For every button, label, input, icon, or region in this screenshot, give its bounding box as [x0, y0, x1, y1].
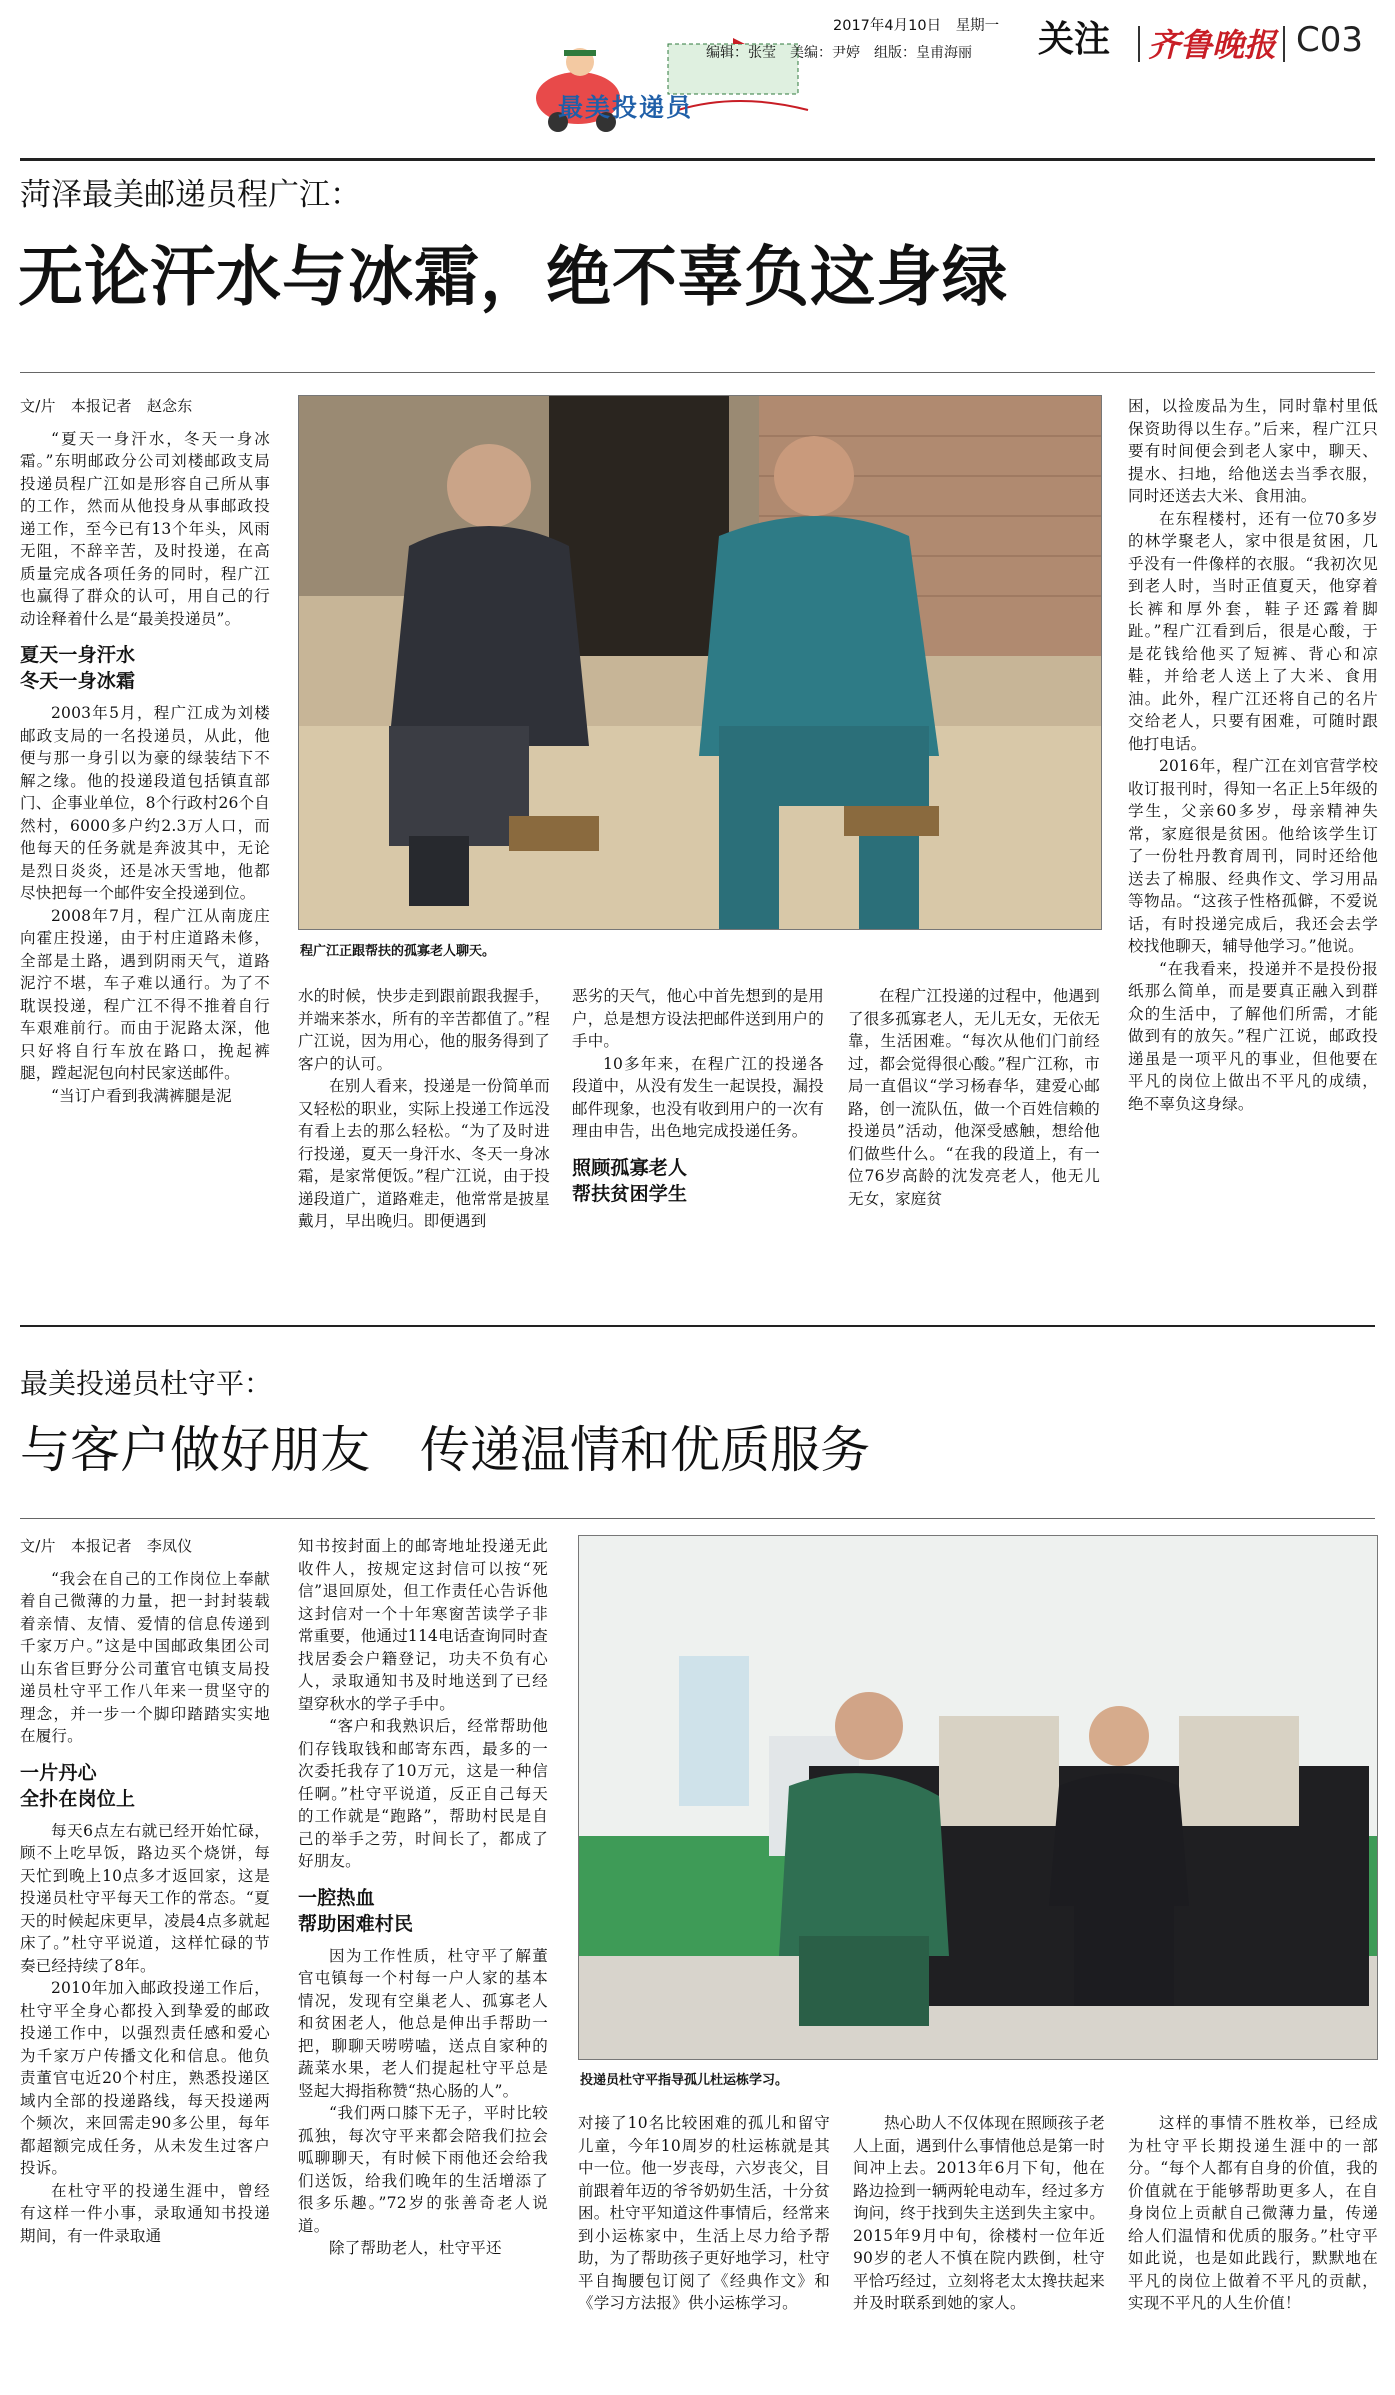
paragraph: 在程广江投递的过程中，他遇到了很多孤寡老人，无儿无女，无依无靠，生活困难。“每次从他们门前经过，都会觉得很心酸。”程广江称，市局一直倡议“学习杨春华，建爱心邮路，创一流队伍，做一个百姓信赖的投递员”活动，他深受感触，想给他们做些什么。“在我的段道上，有一位76岁高龄的沈发亮老人，他无儿无女，家庭贫 — [848, 987, 1100, 1208]
column-logo-text: 最美投递员 — [558, 93, 694, 122]
story1-headline: 无论汗水与冰霜，绝不辜负这身绿 — [18, 240, 1009, 315]
paragraph: 每天6点左右就已经开始忙碌，顾不上吃早饭，路边买个烧饼，每天忙到晚上10点多才返回家，这是投递员杜守平每天工作的常态。“夏天的时候起床更早，凌晨4点多就起床了。”杜守平说道，这样忙碌的节奏已经持续了8年。 — [20, 1821, 270, 1975]
story1-col3 — [572, 985, 824, 1295]
story1-byline: 文/片 本报记者 赵念东 — [20, 397, 193, 415]
subhead: 照顾孤寡老人 帮扶贫困学生 — [572, 1156, 688, 1205]
paragraph: 2003年5月，程广江成为刘楼邮政支局的一名投递员，从此，他便与那一身引以为豪的绿装结下不解之缘。他的投递段道包括镇直部门、企事业单位，8个行政村26个自然村，6000多户约2.3万人口，而他每天的任务就是奔波其中，无论是烈日炎炎，还是冰天雪地，他都尽快把每一个邮件安全投递到位。 — [20, 704, 270, 902]
paragraph: “夏天一身汗水，冬天一身冰霜。”东明邮政分公司刘楼邮政支局投递员程广江如是形容自己所从事的工作，然而从他投身从事邮政投递工作，至今已有13个年头，风雨无阻，不辞辛苦，及时投递，在高质量完成各项任务的同时，程广江也赢得了群众的认可，用自己的行动诠释着什么是“最美投递员”。 — [20, 429, 270, 628]
story1-rule — [20, 372, 1375, 373]
story1-col2 — [298, 985, 550, 1295]
story2-col2 — [298, 1535, 548, 2385]
subhead: 一片丹心 全扑在岗位上 — [20, 1761, 136, 1810]
paragraph: 在别人看来，投递是一份简单而又轻松的职业，实际上投递工作远没有看上去的那么轻松。“为了及时进行投递，夏天一身汗水、冬天一身冰霜，是家常便饭。”程广江说，由于投递段道广，道路难走，他常常是披星戴月，早出晚归。即便遇到 — [298, 1077, 550, 1230]
header-editors: 编辑：张莹 美编：尹婷 组版：皇甫海丽 — [706, 45, 972, 61]
story1-kicker: 菏泽最美邮递员程广江： — [20, 177, 361, 213]
subhead: 夏天一身汗水 冬天一身冰霜 — [20, 644, 136, 692]
paragraph: “客户和我熟识后，经常帮助他们存钱取钱和邮寄东西，最多的一次委托我存了10万元，这是一种信任啊。”杜守平说道，反正自己每天的工作就是“跑路”，帮助村民是自己的举手之劳，时间长了，都成了好朋友。 — [298, 1717, 548, 1870]
postman-tutoring-child-photo — [579, 1536, 1378, 2060]
section-rule — [20, 1325, 1375, 1327]
paragraph: 困，以捡废品为生，同时靠村里低保资助得以生存。”后来，程广江只要有时间便会到老人家中，聊天、提水、扫地，给他送去当季衣服，同时还送去大米、食用油。 — [1128, 397, 1378, 505]
paragraph: 恶劣的天气，他心中首先想到的是用户，总是想方设法把邮件送到用户的手中。 — [572, 987, 824, 1050]
paper-name: 齐鲁晚报 — [1148, 26, 1277, 64]
paragraph: 2008年7月，程广江从南庞庄向霍庄投递，由于村庄道路未修，全部是土路，遇到阴雨天气，道路泥泞不堪，车子难以通行。为了不耽误投递，程广江不得不推着自行车艰难前行。而由于泥路太深，他只好将自行车放在路口，挽起裤腿，蹚起泥包向村民家送邮件。 — [20, 906, 270, 1082]
paragraph: 这样的事情不胜枚举，已经成为杜守平长期投递生涯中的一部分。“每个人都有自身的价值，我的价值就在于能够帮助更多人，在自身岗位上贡献自己微薄力量，传递给人们温情和优质的服务。”杜守平如此说，也是如此践行，默默地在平凡的岗位上做着不平凡的贡献，实现不平凡的人生价值！ — [1128, 2114, 1378, 2312]
paragraph: 对接了10名比较困难的孤儿和留守儿童，今年10周岁的杜运栋就是其中一位。他一岁丧母，六岁丧父，目前跟着年迈的爷爷奶奶生活，十分贫困。杜守平知道这件事情后，经常来到小运栋家中，生活上尽力给予帮助，为了帮助孩子更好地学习，杜守平自掏腰包订阅了《经典作文》和《学习方法报》供小运栋学习。 — [578, 2114, 830, 2312]
paragraph: 热心助人不仅体现在照顾孩子老人上面，遇到什么事情他总是第一时间冲上去。2013年6月下旬，他在路边捡到一辆两轮电动车，经过多方询问，终于找到失主送到失主家中。2015年9月中旬，徐楼村一位年近90岁的老人不慎在院内跌倒，杜守平恰巧经过，立刻将老太太搀扶起来并及时联系到她的家人。 — [853, 2114, 1105, 2312]
section-title: 关注 — [1038, 19, 1111, 60]
paragraph: 2010年加入邮政投递工作后，杜守平全身心都投入到挚爱的邮政投递工作中，以强烈责任感和爱心为千家万户传播文化和信息。他负责董官屯近20个村庄，熟悉投递区域内全部的投递路线，每天投递两个频次，来回需走90多公里，每年都超额完成任务，从未发生过客户投诉。 — [20, 1979, 270, 2177]
header-divider-1 — [1138, 26, 1140, 62]
weekday: 星期一 — [955, 18, 1000, 34]
header-date — [833, 14, 999, 35]
story2-col5 — [1128, 2112, 1378, 2387]
paragraph: 2016年，程广江在刘官营学校收订报刊时，得知一名正上5年级的学生，父亲60多岁，母亲精神失常，家庭很是贫困。他给该学生订了一份牡丹教育周刊，同时还给他送去了棉服、经典作文、学习用品等物品。“这孩子性格孤僻，不爱说话，有时投递完成后，我还会去学校找他聊天，辅导他学习。”他说。 — [1128, 757, 1378, 955]
story2-col3 — [578, 2112, 830, 2387]
story2-headline: 与客户做好朋友 传递温情和优质服务 — [20, 1421, 870, 1479]
story2-photo — [578, 1535, 1378, 2060]
date: 2017年4月10日 — [833, 18, 942, 34]
story1-col5 — [1128, 395, 1378, 1295]
story1-photo-caption: 程广江正跟帮扶的孤寡老人聊天。 — [300, 944, 496, 959]
story2-rule — [20, 1518, 1375, 1519]
story2-photo-caption: 投递员杜守平指导孤儿杜运栋学习。 — [580, 2073, 789, 2088]
story2-kicker: 最美投递员杜守平： — [20, 1367, 273, 1400]
paragraph: “当订户看到我满裤腿是泥 — [51, 1086, 232, 1105]
story2-col1 — [20, 1535, 270, 2385]
story1-col1 — [20, 395, 270, 1295]
elder-and-postman-photo — [299, 396, 1102, 930]
subhead: 一腔热血 帮助困难村民 — [298, 1886, 414, 1935]
story2-byline: 文/片 本报记者 李凤仪 — [20, 1537, 193, 1555]
paragraph: 在杜守平的投递生涯中，曾经有这样一件小事，录取通知书投递期间，有一件录取通 — [20, 2181, 270, 2245]
story1-col4 — [848, 985, 1100, 1295]
header-rule — [20, 158, 1375, 161]
header-divider-2 — [1283, 26, 1285, 62]
paragraph: “在我看来，投递并不是投份报纸那么简单，而是要真正融入到群众的生活中，了解他们所需，才能做到有的放矢。”程广江说，邮政投递虽是一项平凡的事业，但他要在平凡的岗位上做出不平凡的成绩，绝不辜负这身绿。 — [1128, 959, 1378, 1113]
paragraph: 因为工作性质，杜守平了解董官屯镇每一个村每一户人家的基本情况，发现有空巢老人、孤寡老人和贫困老人，他总是伸出手帮助一把，聊聊天唠唠嗑，送点自家种的蔬菜水果，老人们提起杜守平总是竖起大拇指称赞“热心肠的人”。 — [298, 1946, 548, 2100]
paragraph: 水的时候，快步走到跟前跟我握手，并端来茶水，所有的辛苦都值了。”程广江说，因为用心，他的服务得到了客户的认可。 — [298, 987, 550, 1073]
page-number: C03 — [1296, 20, 1364, 60]
paragraph: 知书按封面上的邮寄地址投递无此收件人，按规定这封信可以按“死信”退回原处，但工作责任心告诉他这封信对一个十年寒窗苦读学子非常重要，他通过114电话查询同时查找居委会户籍登记，功夫不负有心人，录取通知书及时地送到了已经望穿秋水的学子手中。 — [298, 1537, 548, 1713]
paragraph: 10多年来，在程广江的投递各段道中，从没有发生一起误投，漏投邮件现象，也没有收到用户的一次有理由申告，出色地完成投递任务。 — [572, 1054, 824, 1140]
story1-photo — [298, 395, 1102, 930]
paragraph: 在东程楼村，还有一位70多岁的林学聚老人，家中很是贫困，几乎没有一件像样的衣服。“我初次见到老人时，当时正值夏天，他穿着长裤和厚外套，鞋子还露着脚趾。”程广江看到后，很是心酸，于是花钱给他买了短裤、背心和凉鞋，并给老人送上了大米、食用油。此外，程广江还将自己的名片交给老人，只要有困难，可随时跟他打电话。 — [1128, 509, 1378, 753]
paragraph: 除了帮助老人，杜守平还 — [329, 2239, 502, 2257]
paragraph: “我会在自己的工作岗位上奉献着自己微薄的力量，把一封封装载着亲情、友情、爱情的信息传递到千家万户。”这是中国邮政集团公司山东省巨野分公司董官屯镇支局投递员杜守平工作八年来一贯坚守的理念，并一步一个脚印踏踏实实地在履行。 — [20, 1569, 270, 1745]
paragraph: “我们两口膝下无子，平时比较孤独，每次守平来都会陪我们拉会呱聊聊天，有时候下雨他还会给我们送饭，给我们晚年的生活增添了很多乐趣。”72岁的张善奇老人说道。 — [298, 2104, 548, 2235]
story2-col4 — [853, 2112, 1105, 2387]
